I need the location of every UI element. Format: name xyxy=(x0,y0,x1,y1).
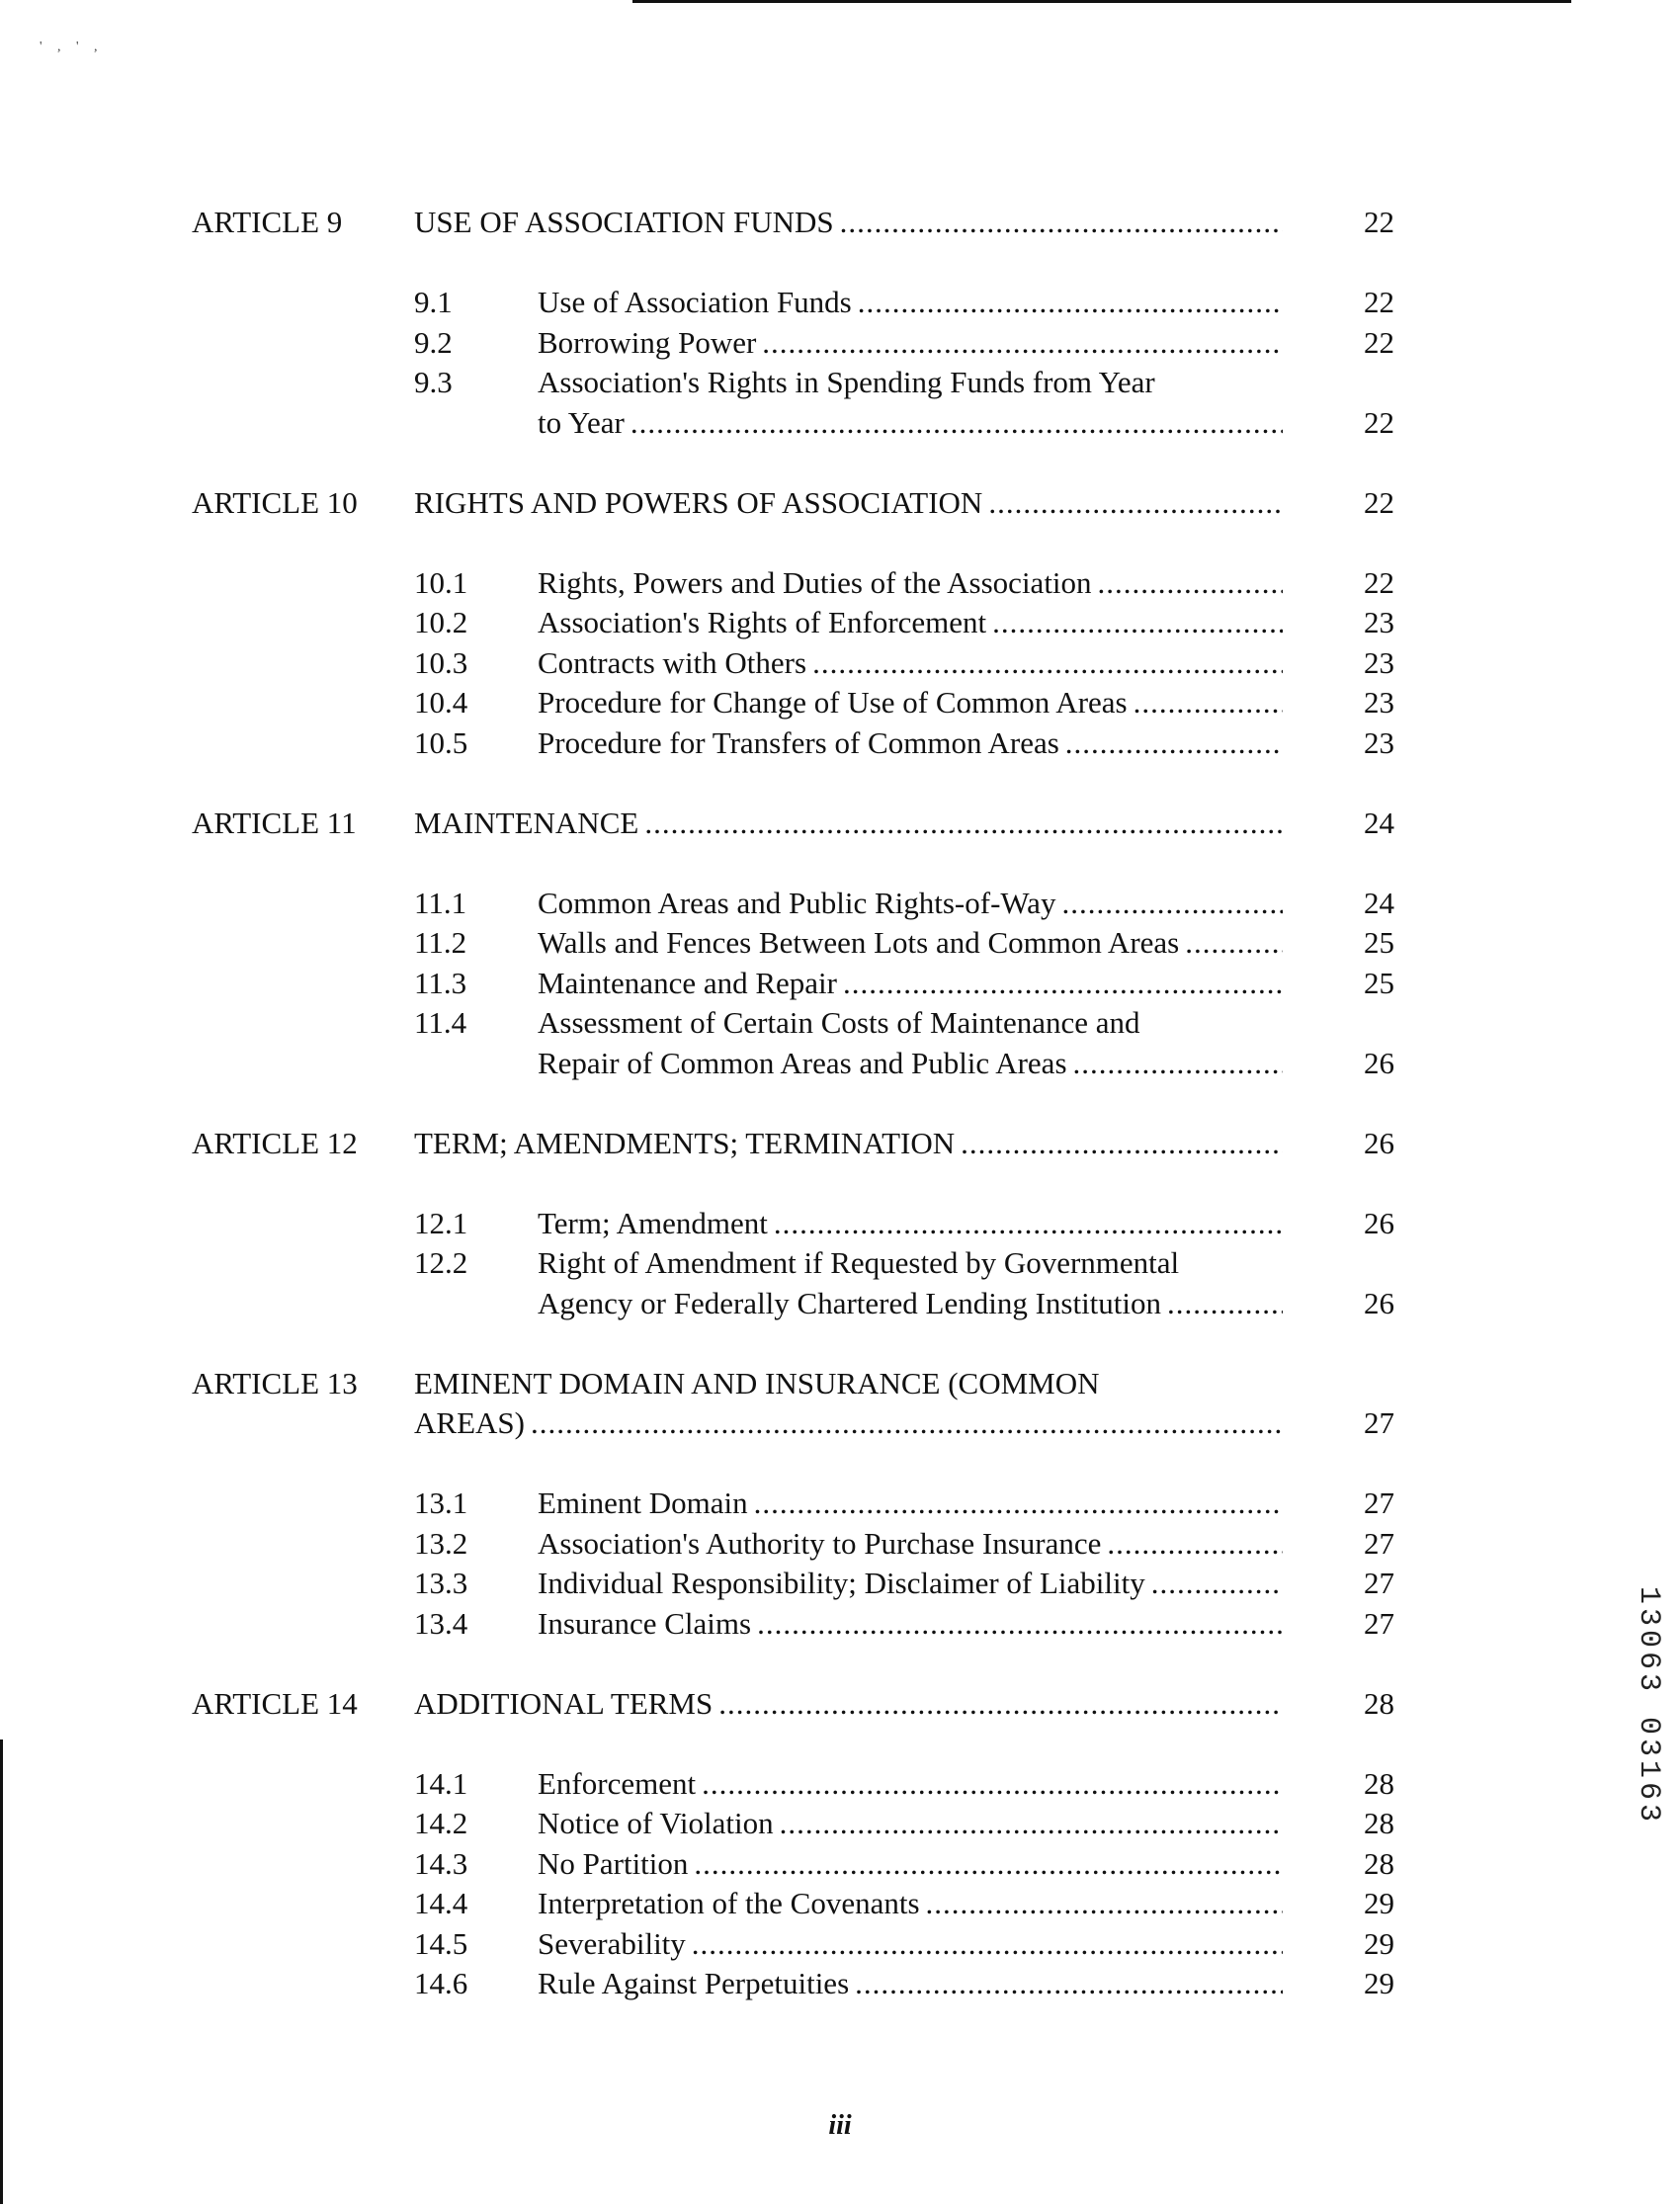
section-title: Agency or Federally Chartered Lending Institution xyxy=(538,1285,1162,1320)
article-label: ARTICLE 14 xyxy=(192,1685,358,1721)
page-number-ref: 26 xyxy=(1364,1285,1394,1320)
dot-leader xyxy=(992,603,1283,642)
section-title: No Partition xyxy=(538,1845,689,1881)
section-number: 10.5 xyxy=(414,724,468,760)
article-leader xyxy=(414,1124,1283,1163)
dot-leader xyxy=(1185,923,1283,963)
section-number: 9.3 xyxy=(414,365,453,399)
section-title: Borrowing Power xyxy=(538,324,757,360)
section-row xyxy=(0,723,1680,767)
section-leader xyxy=(538,1044,1283,1083)
section-leader xyxy=(538,1604,1283,1644)
section-title: Common Areas and Public Rights-of-Way xyxy=(538,885,1056,920)
section-row xyxy=(0,1844,1680,1888)
dot-leader xyxy=(644,804,1283,843)
section-number: 11.1 xyxy=(414,885,467,920)
section-row xyxy=(0,1564,1680,1607)
section-row xyxy=(0,403,1680,447)
article-row xyxy=(0,1403,1680,1447)
dot-leader xyxy=(1098,563,1283,603)
section-title: Severability xyxy=(538,1925,686,1961)
section-row xyxy=(0,1003,1680,1047)
page-number-ref: 28 xyxy=(1364,1685,1394,1721)
scan-border-top xyxy=(632,0,1571,3)
page-number-ref: 22 xyxy=(1364,205,1394,239)
section-title: Rule Against Perpetuities xyxy=(538,1966,850,2000)
dot-leader xyxy=(926,1884,1283,1923)
section-number: 14.4 xyxy=(414,1886,468,1920)
page-number-ref: 23 xyxy=(1364,605,1394,639)
article-row xyxy=(0,804,1680,847)
section-number: 10.4 xyxy=(414,685,468,720)
section-number: 10.2 xyxy=(414,605,468,639)
dot-leader xyxy=(694,1844,1283,1884)
section-title: Walls and Fences Between Lots and Common Areas xyxy=(538,925,1180,960)
dot-leader xyxy=(1107,1524,1283,1564)
section-title: Association's Rights in Spending Funds from Year xyxy=(538,365,1155,399)
section-leader xyxy=(538,1484,1283,1523)
section-row xyxy=(0,964,1680,1007)
side-stamp-number: 13063 03163 xyxy=(1632,1586,1665,1826)
article-label: ARTICLE 13 xyxy=(192,1365,358,1400)
section-title: Individual Responsibility; Disclaimer of Liability xyxy=(538,1566,1145,1600)
article-title: TERM; AMENDMENTS; TERMINATION xyxy=(414,1125,956,1160)
section-number: 12.1 xyxy=(414,1205,468,1240)
page-number-ref: 27 xyxy=(1364,1566,1394,1600)
section-leader xyxy=(538,323,1283,363)
section-title: Use of Association Funds xyxy=(538,285,852,319)
section-number: 13.3 xyxy=(414,1566,468,1600)
page-number-ref: 26 xyxy=(1364,1125,1394,1160)
article-row xyxy=(0,203,1680,246)
section-number: 12.2 xyxy=(414,1245,468,1280)
dot-leader xyxy=(812,643,1283,683)
dot-leader xyxy=(1073,1044,1283,1083)
section-leader xyxy=(538,1844,1283,1884)
section-number: 11.4 xyxy=(414,1005,467,1040)
page-number-ref: 22 xyxy=(1364,324,1394,360)
dot-leader xyxy=(858,283,1283,322)
section-leader xyxy=(538,603,1283,642)
section-row xyxy=(0,1524,1680,1568)
section-row xyxy=(0,1243,1680,1287)
page-number-ref: 28 xyxy=(1364,1765,1394,1801)
section-title: Contracts with Others xyxy=(538,644,807,680)
page-number-ref: 27 xyxy=(1364,1485,1394,1520)
section-leader xyxy=(538,1564,1283,1603)
section-leader xyxy=(538,723,1283,763)
scan-specks: ' , ' , xyxy=(40,40,104,54)
dot-leader xyxy=(692,1924,1283,1964)
section-leader xyxy=(538,283,1283,322)
page-number-ref: 27 xyxy=(1364,1525,1394,1561)
article-label: ARTICLE 9 xyxy=(192,205,343,239)
section-row xyxy=(0,1884,1680,1927)
section-leader xyxy=(538,1884,1283,1923)
section-title: to Year xyxy=(538,404,625,440)
section-leader xyxy=(538,1204,1283,1243)
section-row xyxy=(0,643,1680,687)
section-row xyxy=(0,1964,1680,2007)
section-title: Procedure for Change of Use of Common Areas xyxy=(538,685,1128,720)
section-number: 11.3 xyxy=(414,965,467,1000)
section-row xyxy=(0,1804,1680,1847)
section-leader xyxy=(538,1964,1283,2003)
section-title: Rights, Powers and Duties of the Association xyxy=(538,564,1092,600)
section-title: Association's Rights of Enforcement xyxy=(538,605,987,639)
section-leader xyxy=(538,403,1283,443)
page-number: iii xyxy=(828,2110,852,2141)
page-number-ref: 22 xyxy=(1364,404,1394,440)
page-number-ref: 28 xyxy=(1364,1806,1394,1840)
article-row xyxy=(0,1124,1680,1167)
article-title: ADDITIONAL TERMS xyxy=(414,1685,714,1721)
page-number-ref: 29 xyxy=(1364,1886,1394,1920)
section-row xyxy=(0,1044,1680,1087)
section-row xyxy=(0,323,1680,367)
section-number: 13.2 xyxy=(414,1525,468,1561)
article-row xyxy=(0,1364,1680,1407)
article-title: EMINENT DOMAIN AND INSURANCE (COMMON xyxy=(414,1365,1100,1400)
section-row xyxy=(0,1204,1680,1247)
article-title: RIGHTS AND POWERS OF ASSOCIATION xyxy=(414,484,983,520)
article-leader xyxy=(414,1403,1283,1443)
article-label: ARTICLE 11 xyxy=(192,805,357,840)
section-number: 11.2 xyxy=(414,925,467,960)
section-title: Eminent Domain xyxy=(538,1485,748,1520)
page-number-ref: 23 xyxy=(1364,685,1394,720)
dot-leader xyxy=(780,1804,1283,1843)
section-title: Assessment of Certain Costs of Maintenance and xyxy=(538,1005,1140,1040)
section-row xyxy=(0,884,1680,927)
page-number-ref: 24 xyxy=(1364,805,1394,840)
section-title: Insurance Claims xyxy=(538,1605,752,1641)
article-leader xyxy=(414,483,1283,523)
page-number-ref: 22 xyxy=(1364,564,1394,600)
page-number-ref: 27 xyxy=(1364,1405,1394,1440)
section-title: Term; Amendment xyxy=(538,1205,768,1240)
dot-leader xyxy=(1167,1284,1283,1323)
section-leader xyxy=(538,1284,1283,1323)
section-row xyxy=(0,1604,1680,1648)
page-number-ref: 22 xyxy=(1364,285,1394,319)
dot-leader xyxy=(855,1964,1283,2003)
section-row xyxy=(0,683,1680,726)
section-title: Maintenance and Repair xyxy=(538,965,837,1000)
page-number-ref: 26 xyxy=(1364,1205,1394,1240)
section-leader xyxy=(538,923,1283,963)
section-row xyxy=(0,563,1680,607)
article-leader xyxy=(414,804,1283,843)
section-number: 13.4 xyxy=(414,1605,468,1641)
section-number: 10.1 xyxy=(414,564,468,600)
section-row xyxy=(0,1924,1680,1968)
section-number: 10.3 xyxy=(414,644,468,680)
page-number-ref: 22 xyxy=(1364,484,1394,520)
section-row xyxy=(0,283,1680,326)
article-title: AREAS) xyxy=(414,1405,525,1440)
dot-leader xyxy=(762,323,1283,363)
section-leader xyxy=(538,964,1283,1003)
dot-leader xyxy=(1134,683,1283,722)
section-leader xyxy=(538,884,1283,923)
page-number-ref: 26 xyxy=(1364,1045,1394,1080)
dot-leader xyxy=(630,403,1283,443)
dot-leader xyxy=(840,203,1283,242)
dot-leader xyxy=(1061,884,1283,923)
section-row xyxy=(0,363,1680,406)
section-number: 14.5 xyxy=(414,1925,468,1961)
section-leader xyxy=(538,643,1283,683)
section-row xyxy=(0,1284,1680,1327)
article-label: ARTICLE 12 xyxy=(192,1125,358,1160)
article-leader xyxy=(414,203,1283,242)
section-row xyxy=(0,1764,1680,1808)
section-number: 14.1 xyxy=(414,1765,468,1801)
section-number: 9.2 xyxy=(414,324,453,360)
dot-leader xyxy=(531,1403,1283,1443)
dot-leader xyxy=(1065,723,1283,763)
page-number-ref: 25 xyxy=(1364,965,1394,1000)
article-title: USE OF ASSOCIATION FUNDS xyxy=(414,205,834,239)
section-number: 14.2 xyxy=(414,1806,468,1840)
dot-leader xyxy=(843,964,1283,1003)
section-number: 14.3 xyxy=(414,1845,468,1881)
page-number-ref: 29 xyxy=(1364,1966,1394,2000)
dot-leader xyxy=(774,1204,1283,1243)
article-row xyxy=(0,483,1680,527)
section-title: Repair of Common Areas and Public Areas xyxy=(538,1045,1067,1080)
dot-leader xyxy=(702,1764,1283,1804)
page-number-ref: 24 xyxy=(1364,885,1394,920)
page-number-ref: 23 xyxy=(1364,644,1394,680)
section-number: 9.1 xyxy=(414,285,453,319)
article-leader xyxy=(414,1684,1283,1724)
section-leader xyxy=(538,1804,1283,1843)
page-number-ref: 25 xyxy=(1364,925,1394,960)
section-row xyxy=(0,1484,1680,1527)
article-row xyxy=(0,1684,1680,1728)
dot-leader xyxy=(961,1124,1283,1163)
section-number: 13.1 xyxy=(414,1485,468,1520)
dot-leader xyxy=(754,1484,1283,1523)
dot-leader xyxy=(757,1604,1283,1644)
page-number-ref: 28 xyxy=(1364,1845,1394,1881)
section-number: 14.6 xyxy=(414,1966,468,2000)
section-leader xyxy=(538,1524,1283,1564)
section-title: Association's Authority to Purchase Insurance xyxy=(538,1525,1102,1561)
page-number-ref: 23 xyxy=(1364,724,1394,760)
section-title: Enforcement xyxy=(538,1765,697,1801)
dot-leader xyxy=(718,1684,1283,1724)
section-leader xyxy=(538,563,1283,603)
page-number-ref: 27 xyxy=(1364,1605,1394,1641)
page-number-ref: 29 xyxy=(1364,1925,1394,1961)
section-title: Interpretation of the Covenants xyxy=(538,1886,920,1920)
section-leader xyxy=(538,683,1283,722)
section-title: Procedure for Transfers of Common Areas xyxy=(538,724,1059,760)
article-label: ARTICLE 10 xyxy=(192,484,358,520)
dot-leader xyxy=(1151,1564,1283,1603)
section-leader xyxy=(538,1764,1283,1804)
section-row xyxy=(0,603,1680,646)
section-row xyxy=(0,923,1680,967)
section-title: Right of Amendment if Requested by Governmental xyxy=(538,1245,1180,1280)
section-title: Notice of Violation xyxy=(538,1806,774,1840)
section-leader xyxy=(538,1924,1283,1964)
dot-leader xyxy=(988,483,1283,523)
article-title: MAINTENANCE xyxy=(414,805,639,840)
